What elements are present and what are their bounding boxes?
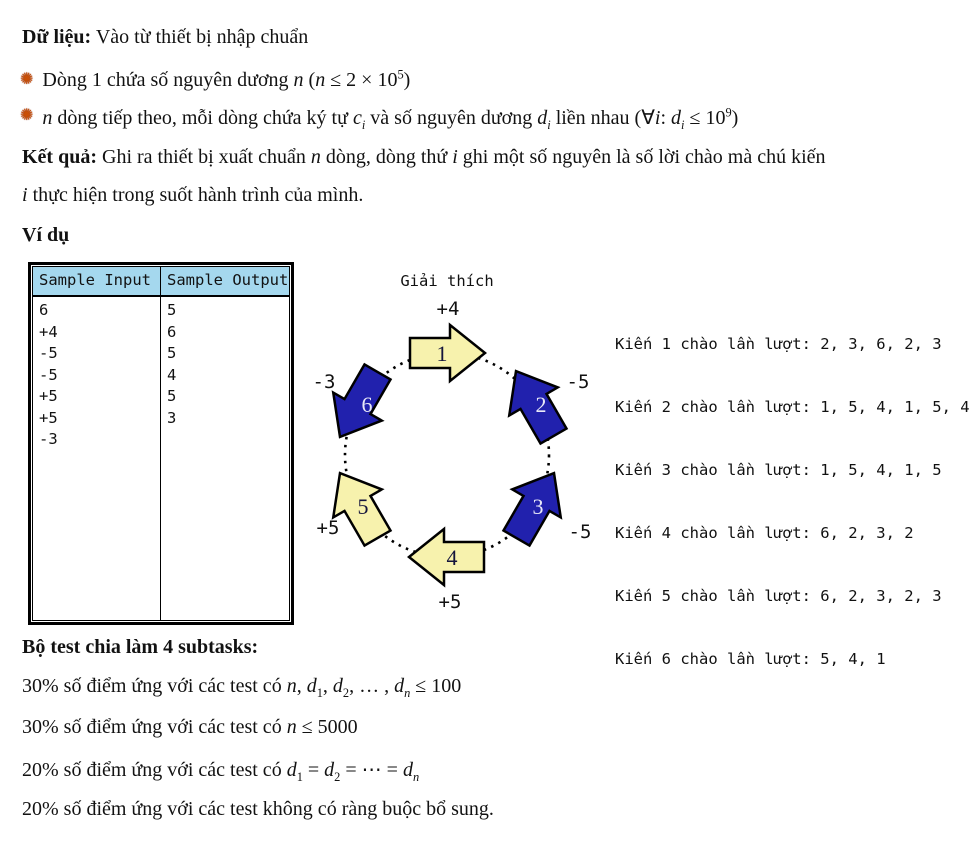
- subtasks-heading: Bộ test chia làm 4 subtasks:: [22, 636, 259, 658]
- ant-number-1: 1: [436, 341, 448, 366]
- ant-number-4: 4: [446, 545, 458, 570]
- sample-input-cell: [33, 297, 161, 620]
- input-bullet-2-text: n dòng tiếp theo, mỗi dòng chứa ký tự $c_i$ và số nguyên dương $d_i$ liền nhau (∀i: $d_i \le 10^9$): [42, 105, 739, 132]
- input-section-intro: Dữ liệu: Vào từ thiết bị nhập chuẩn: [22, 26, 309, 48]
- ant-number-6: 6: [361, 392, 373, 417]
- input-line: +5: [39, 387, 58, 405]
- gear-bullet-icon: ✺: [20, 71, 34, 88]
- explanation-line: Kiến 5 chào lần lượt: 6, 2, 3, 2, 3: [615, 587, 942, 605]
- input-line: -5: [39, 365, 58, 384]
- ant-number-3: 3: [532, 494, 544, 519]
- arrow-shape-1: [410, 325, 485, 381]
- input-line: +4: [39, 322, 58, 341]
- delta-label-3: -5: [568, 521, 592, 543]
- input-bullet-2: [20, 105, 738, 130]
- input-line: -5: [39, 344, 58, 362]
- ant-arrow-1: [410, 325, 485, 381]
- input-line: 6: [39, 301, 49, 319]
- output-section-line2: i thực hiện trong suốt hành trình của mình.: [22, 184, 364, 206]
- explanation-line: Kiến 1 chào lần lượt: 2, 3, 6, 2, 3: [615, 335, 942, 353]
- subtask-1: 30% số điểm ứng với các test có n, $d_1$, $d_2$, … , $d_n \le 100$: [22, 675, 462, 700]
- output-line: 5: [167, 387, 177, 405]
- explanation-line: Kiến 2 chào lần lượt: 1, 5, 4, 1, 5, 4: [615, 398, 970, 416]
- sample-output-header: Sample Output: [161, 267, 289, 297]
- output-line: 5: [167, 344, 177, 362]
- diagram-title: Giải thích: [400, 272, 494, 290]
- delta-label-4: +5: [438, 591, 462, 613]
- explanation-line: Kiến 6 chào lần lượt: 5, 4, 1: [615, 650, 886, 668]
- subtask-4: 20% số điểm ứng với các test không có ràng buộc bổ sung.: [22, 798, 494, 820]
- ant-number-2: 2: [535, 392, 547, 417]
- delta-label-1: +4: [436, 298, 460, 320]
- output-line: 3: [167, 408, 177, 427]
- greeting-explanation: [615, 292, 970, 712]
- sample-input-header: Sample Input: [33, 267, 161, 297]
- gear-bullet-icon: ✺: [20, 107, 34, 124]
- sample-io-table: [28, 262, 294, 625]
- sample-output-cell: [161, 297, 289, 620]
- input-line: -3: [39, 430, 58, 448]
- output-line: 5: [167, 301, 177, 319]
- output-line: 4: [167, 365, 177, 384]
- ants-circle-diagram: [310, 262, 610, 628]
- subtask-3: 20% số điểm ứng với các test có $d_1 = d_2$ = ⋯ = $d_n$: [22, 759, 420, 784]
- input-bullet-1-text: Dòng 1 chứa số nguyên dương n $(n \le 2 \times 10^5)$: [42, 67, 411, 91]
- delta-label-2: -5: [566, 371, 590, 393]
- explanation-line: Kiến 3 chào lần lượt: 1, 5, 4, 1, 5: [615, 461, 942, 479]
- delta-label-5: +5: [316, 517, 340, 539]
- ant-number-5: 5: [357, 494, 369, 519]
- example-heading: Ví dụ: [22, 224, 70, 246]
- output-section-line1: Kết quả: Ghi ra thiết bị xuất chuẩn n dòng, dòng thứ i ghi một số nguyên là số lời chào mà chú kiến: [22, 146, 826, 168]
- subtask-2: 30% số điểm ứng với các test có n ≤ 5000: [22, 716, 358, 738]
- explanation-line: Kiến 4 chào lần lượt: 6, 2, 3, 2: [615, 524, 914, 542]
- input-bullet-1: [20, 69, 410, 92]
- delta-label-6: -3: [312, 371, 336, 393]
- input-line: +5: [39, 408, 58, 427]
- output-line: 6: [167, 322, 177, 341]
